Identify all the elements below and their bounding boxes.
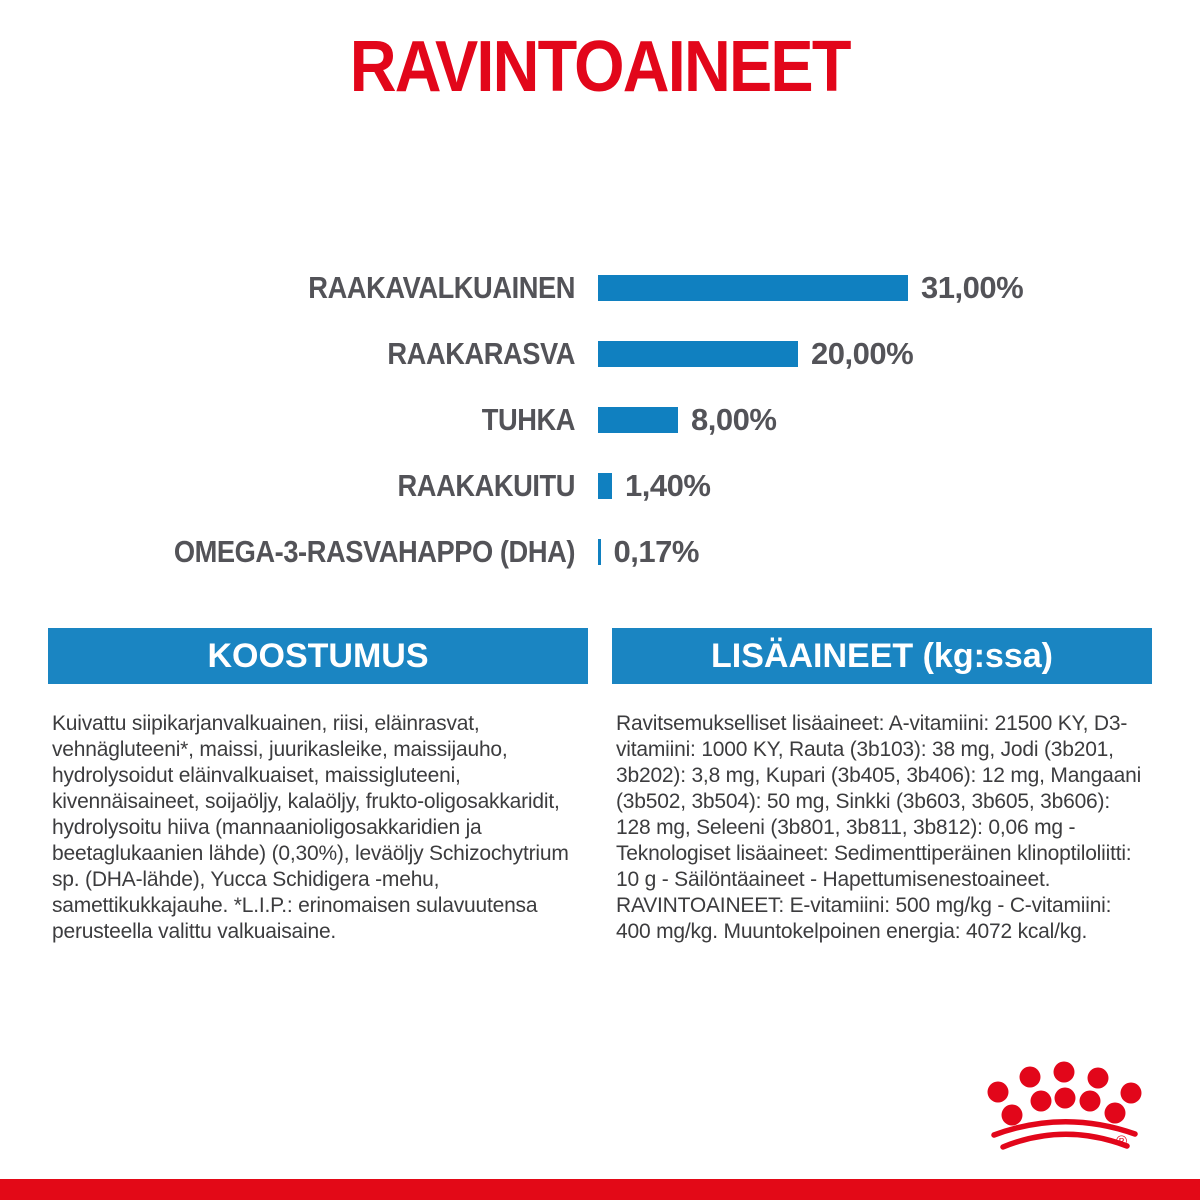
chart-category-label: RAAKAVALKUAINEN	[308, 270, 575, 305]
page-title: RAVINTOAINEET	[350, 27, 850, 107]
chart-value-label: 0,17%	[613, 534, 699, 569]
chart-category-label: RAAKAKUITU	[397, 468, 575, 503]
chart-category-label: RAAKARASVA	[387, 336, 575, 371]
chart-value-label: 1,40%	[625, 468, 711, 503]
additives-header	[612, 628, 1152, 684]
nutrients-chart	[0, 255, 1200, 585]
additives-section	[612, 628, 1152, 945]
composition-section	[48, 628, 588, 945]
chart-row	[0, 255, 1200, 321]
chart-value-label: 20,00%	[811, 336, 914, 371]
chart-value-label: 31,00%	[921, 270, 1024, 305]
composition-body: Kuivattu siipikarjanvalkuainen, riisi, eläinrasvat, vehnägluteeni*, maissi, juurikasleike, maissijauho, hydrolysoidut eläinvalkuaiset, maissigluteeni, kivennäisaineet, soijaöljy, kalaöljy, frukto-oligosakkaridit, hydrolysoitu hiiva (mannaanioligosakkaridien ja beetaglukaanien lähde) (0,30%), leväöljy Schizochytrium sp. (DHA-lähde), Yucca Schidigera -mehu, samettikukkajauhe. *L.I.P.: erinomaisen sulavuutensa perusteella valittu valkuaisaine.	[52, 712, 569, 943]
chart-category-label: OMEGA-3-RASVAHAPPO (DHA)	[173, 534, 575, 569]
registered-trademark-icon: ®	[1116, 1133, 1128, 1150]
additives-body: Ravitsemukselliset lisäaineet: A-vitamiini: 21500 KY, D3-vitamiini: 1000 KY, Rauta (3b103): 38 mg, Jodi (3b201, 3b202): 3,8 mg, Kupari (3b405, 3b406): 12 mg, Mangaani (3b502, 3b504): 50 mg, Sinkki (3b603, 3b605, 3b606): 128 mg, Seleeni (3b801, 3b811, 3b812): 0,06 mg - Teknologiset lisäaineet: Sedimenttiperäinen klinoptiloliitti: 10 g - Säilöntäaineet - Hapettumisenestoaineet. RAVINTOAINEET: E-vitamiini: 500 mg/kg - C-vitamiini: 400 mg/kg. Muuntokelpoinen energia: 4072 kcal/kg.	[616, 712, 1142, 943]
chart-row	[0, 519, 1200, 585]
chart-row	[0, 387, 1200, 453]
composition-header	[48, 628, 588, 684]
bottom-accent-bar	[0, 1179, 1200, 1200]
chart-bar	[598, 539, 601, 565]
chart-category-label: TUHKA	[481, 402, 575, 437]
chart-value-label: 8,00%	[691, 402, 777, 437]
chart-row	[0, 453, 1200, 519]
additives-header-label: LISÄAINEET (kg:ssa)	[711, 637, 1053, 675]
chart-bar	[598, 407, 678, 433]
chart-row	[0, 321, 1200, 387]
chart-bar	[598, 341, 798, 367]
chart-bar	[598, 275, 908, 301]
composition-header-label: KOOSTUMUS	[207, 637, 429, 675]
chart-bar	[598, 473, 612, 499]
info-columns	[48, 628, 1152, 945]
royal-canin-crown-icon	[975, 1050, 1165, 1160]
